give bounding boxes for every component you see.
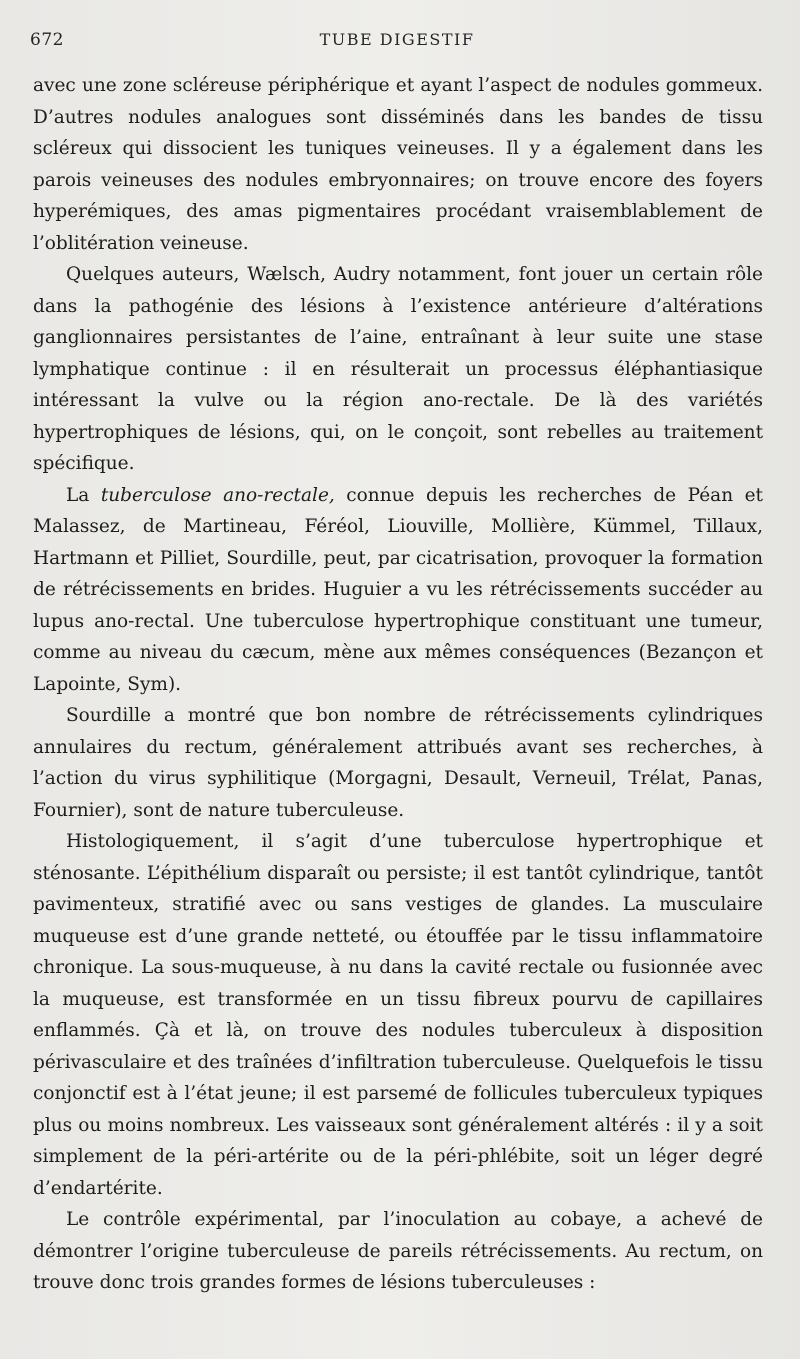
paragraph-histologie: Histologiquement, il s’agit d’une tuberculose hypertrophique et sténosante. L’épithélium disparaît ou persiste; il est tantôt cylindrique, tantôt pavimenteux, stratifié avec ou sans vestiges de glandes. La musculaire muqueuse est d’une grande netteté, ou étouffée par le tissu inflammatoire chronique. La sous-muqueuse, à nu dans la cavité rectale ou fusionnée avec la muqueuse, est transformée en un tissu fibreux pourvu de capillaires enflammés. Çà et là, on trouve des nodules tuberculeux à disposition périvasculaire et des traînées d’infiltration tuberculeuse. Quelquefois le tissu conjonctif est à l’état jeune; il est parsemé de follicules tuberculeux typiques plus ou moins nombreux. Les vaisseaux sont généralement altérés : il y a soit simplement de la péri-artérite ou de la péri-phlébite, soit un léger degré d’endartérite. (33, 831, 763, 1199)
paragraph-sourdille: Sourdille a montré que bon nombre de rétrécissements cylindriques annulaires du rectum, généralement attribués avant ses recherches, à l’action du virus syphilitique (Morgagni, Desault, Verneuil, Trélat, Panas, Fournier), sont de nature tuberculeuse. (33, 705, 763, 821)
paragraph-tuberculose-text: connue depuis les recherches de Péan et Malassez, de Martineau, Féréol, Liouville, Mollière, Kümmel, Tillaux, Hartmann et Pilliet, Sourdille, peut, par cicatrisation, provoquer la formation de rétrécissements en brides. Huguier a vu les rétrécissements succéder au lupus ano-rectal. Une tuberculose hypertrophique constituant une tumeur, comme au niveau du cæcum, mène aux mêmes conséquences (Bezançon et Lapointe, Sym). (33, 484, 763, 695)
page-number: 672 (30, 30, 64, 50)
paragraph-lead-word: La (66, 484, 90, 506)
paragraph-controle-experimental: Le contrôle expérimental, par l’inoculation au cobaye, a achevé de démontrer l’origine tuberculeuse de pareils rétrécissements. Au rectum, on trouve donc trois grandes formes de lésions tuberculeuses : (33, 1209, 763, 1293)
emphasis-tuberculose-ano-rectale: tuberculose ano-rectale, (100, 484, 335, 506)
running-title: TUBE DIGESTIF (319, 30, 475, 49)
body-text (33, 70, 763, 1299)
paragraph-pathogenie: Quelques auteurs, Wælsch, Audry notamment, font jouer un certain rôle dans la pathogénie des lésions à l’existence antérieure d’altérations ganglionnaires persistantes de l’aine, entraînant à leur suite une stase lymphatique continue : il en résulterait un processus éléphantiasique intéressant la vulve ou la région ano-rectale. De là des variétés hypertrophiques de lésions, qui, on le conçoit, sont rebelles au traitement spécifique. (33, 264, 763, 474)
page-header (30, 30, 764, 54)
paragraph-continued: avec une zone scléreuse périphérique et ayant l’aspect de nodules gommeux. D’autres nodules analogues sont disséminés dans les bandes de tissu scléreux qui dissocient les tuniques veineuses. Il y a également dans les parois veineuses des nodules embryonnaires; on trouve encore des foyers hyperémiques, des amas pigmentaires procédant vraisemblablement de l’oblitération veineuse. (33, 75, 763, 254)
paragraph-tuberculose (33, 480, 763, 701)
